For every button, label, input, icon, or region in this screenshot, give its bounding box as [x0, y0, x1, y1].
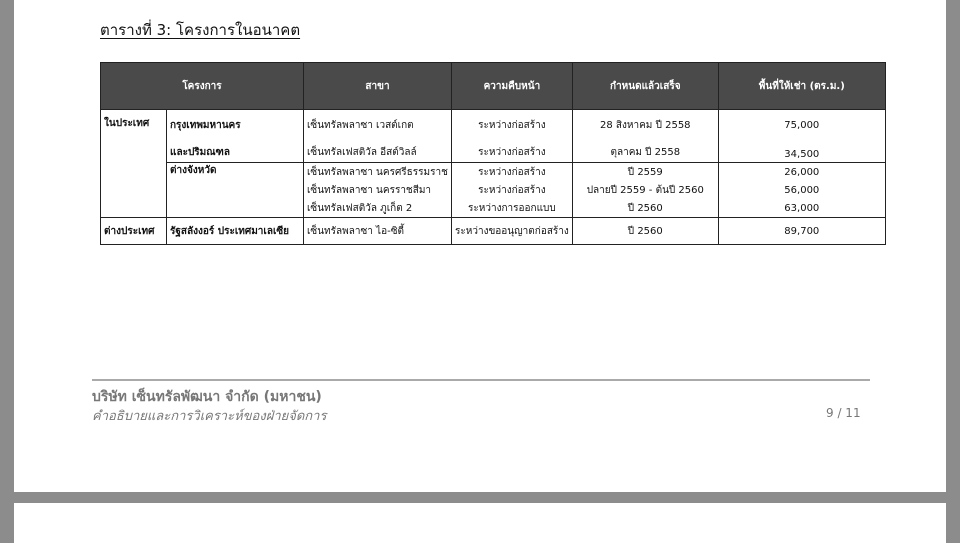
- branch-cell: เซ็นทรัลเฟสติวัล อีสต์วิลล์: [304, 134, 452, 163]
- company-name: บริษัท เซ็นทรัลพัฒนา จำกัด (มหาชน): [92, 389, 322, 405]
- document-subtitle: คำอธิบายและการวิเคราะห์ของฝ่ายจัดการ: [92, 409, 327, 424]
- completion-cell: ปี 2560: [572, 199, 718, 218]
- header-project: โครงการ: [101, 63, 304, 110]
- next-page-edge: [14, 503, 946, 543]
- area-cell: 63,000: [718, 199, 885, 218]
- region-cell: ในประเทศ: [101, 110, 167, 218]
- branch-cell: เซ็นทรัลพลาซา ไอ-ซิตี้: [304, 218, 452, 245]
- page-number: 9 / 11: [826, 406, 861, 420]
- progress-cell: ระหว่างก่อสร้าง: [452, 110, 573, 135]
- header-branch: สาขา: [304, 63, 452, 110]
- table-row: [101, 218, 886, 245]
- header-progress: ความคืบหน้า: [452, 63, 573, 110]
- completion-cell: ปี 2560: [572, 218, 718, 245]
- branch-cell: เซ็นทรัลพลาซา นครศรีธรรมราช: [304, 163, 452, 182]
- area-cell: 89,700: [718, 218, 885, 245]
- area-group-cell: กรุงเทพมหานคร: [167, 110, 304, 135]
- table-title: ตารางที่ 3: โครงการในอนาคต: [100, 21, 301, 39]
- branch-cell: เซ็นทรัลพลาซา นครราชสีมา: [304, 181, 452, 199]
- progress-cell: ระหว่างขออนุญาตก่อสร้าง: [452, 218, 573, 245]
- area-group-cell: และปริมณฑล: [167, 134, 304, 163]
- area-cell: 26,000: [718, 163, 885, 182]
- completion-cell: ปี 2559: [572, 163, 718, 182]
- area-cell: 75,000: [718, 110, 885, 135]
- progress-cell: ระหว่างการออกแบบ: [452, 199, 573, 218]
- completion-cell: 28 สิงหาคม ปี 2558: [572, 110, 718, 135]
- table-header-row: [101, 63, 886, 110]
- table-row: [101, 110, 886, 135]
- progress-cell: ระหว่างก่อสร้าง: [452, 134, 573, 163]
- future-projects-table: [100, 62, 886, 245]
- footer-divider: [92, 379, 870, 381]
- document-page: [14, 0, 946, 492]
- table-row: [101, 163, 886, 182]
- branch-cell: เซ็นทรัลเฟสติวัล ภูเก็ต 2: [304, 199, 452, 218]
- header-area: พื้นที่ให้เช่า (ตร.ม.): [718, 63, 885, 110]
- completion-cell: ปลายปี 2559 - ต้นปี 2560: [572, 181, 718, 199]
- completion-cell: ตุลาคม ปี 2558: [572, 134, 718, 163]
- table-row: [101, 134, 886, 163]
- progress-cell: ระหว่างก่อสร้าง: [452, 181, 573, 199]
- area-group-cell: ต่างจังหวัด: [167, 163, 304, 218]
- region-cell: ต่างประเทศ: [101, 218, 167, 245]
- header-completion: กำหนดแล้วเสร็จ: [572, 63, 718, 110]
- area-cell: 34,500: [718, 134, 885, 163]
- branch-cell: เซ็นทรัลพลาซา เวสต์เกต: [304, 110, 452, 135]
- area-cell: 56,000: [718, 181, 885, 199]
- progress-cell: ระหว่างก่อสร้าง: [452, 163, 573, 182]
- area-group-cell: รัฐสลังงอร์ ประเทศมาเลเซีย: [167, 218, 304, 245]
